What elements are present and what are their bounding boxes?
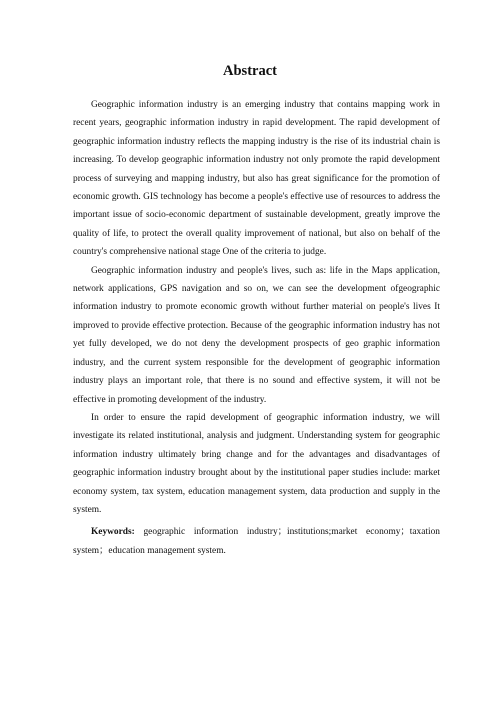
keywords-label: Keywords: (91, 527, 135, 538)
abstract-title: Abstract (223, 63, 277, 79)
keywords-line (73, 523, 440, 560)
keywords-text: geographic information industry；institutions;market economy；taxation system；education management system. (73, 527, 440, 556)
abstract-paragraph-1: Geographic information industry is an emerging industry that contains mapping work in recent years, geographic information industry in rapid development. The rapid development of geographic information industry reflects the mapping industry is the rise of its industrial chain is increasing. To develop geographic information industry not only promote the rapid development process of surveying and mapping industry, but also has great significance for the promotion of economic growth. GIS technology has become a people's effective use of resources to address the important issue of socio-economic department of sustainable development, greatly improve the quality of life, to protect the overall quality improvement of national, but also on behalf of the country's comprehensive national stage One of the criteria to judge. (73, 100, 440, 258)
abstract-paragraph-2: Geographic information industry and people's lives, such as: life in the Maps application, network applications, GPS navigation and so on, we can see the development ofgeographic information industry to promote economic growth without further material on people's lives It improved to provide effective protection. Because of the geographic information industry has not yet fully developed, we do not deny the development prospects of geo graphic information industry, and the current system responsible for the development of geographic information industry plays an important role, that there is no sound and effective system, it will not be effective in promoting development of the industry. (73, 265, 440, 405)
abstract-body (73, 96, 440, 560)
abstract-paragraph-3: In order to ensure the rapid development of geographic information industry, we will investigate its related institutional, analysis and judgment. Understanding system for geographic information industry ultimately bring change and for the advantages and disadvantages of geographic information industry brought about by the institutional paper studies include: market economy system, tax system, education management system, data production and supply in the system. (73, 412, 440, 515)
